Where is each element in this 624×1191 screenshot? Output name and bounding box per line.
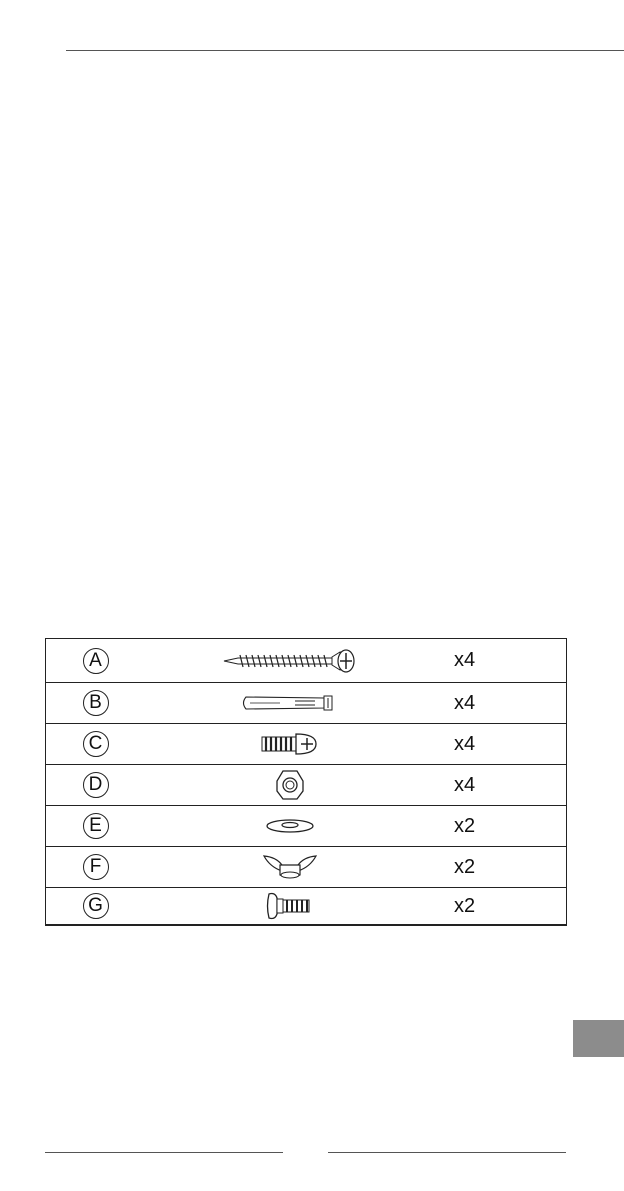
table-row: [45, 806, 567, 847]
table-row: [45, 639, 567, 683]
table-row: [45, 847, 567, 888]
table-row: [45, 724, 567, 765]
footer-rule-right: [328, 1152, 566, 1153]
table-row: [45, 683, 567, 724]
wood-screw-icon: [220, 646, 360, 676]
part-qty-f: x2: [420, 847, 567, 888]
footer-rule-left: [45, 1152, 283, 1153]
washer-icon: [264, 817, 316, 835]
side-tab: [573, 1020, 624, 1057]
part-qty-d: x4: [420, 765, 567, 806]
part-letter-b: B: [83, 690, 109, 716]
part-letter-c: C: [83, 731, 109, 757]
hardware-parts-table: [45, 638, 567, 925]
part-qty-g: x2: [420, 888, 567, 925]
part-qty-e: x2: [420, 806, 567, 847]
part-letter-d: D: [83, 772, 109, 798]
part-qty-a: x4: [420, 639, 567, 683]
wing-nut-icon: [260, 853, 320, 881]
part-letter-a: A: [83, 648, 109, 674]
machine-screw-icon: [258, 729, 322, 759]
part-qty-c: x4: [420, 724, 567, 765]
part-letter-f: F: [83, 854, 109, 880]
carriage-bolt-icon: [265, 890, 315, 922]
wall-anchor-icon: [240, 692, 340, 714]
hex-nut-icon: [275, 769, 305, 801]
part-letter-g: G: [83, 893, 109, 919]
part-qty-b: x4: [420, 683, 567, 724]
table-row: [45, 765, 567, 806]
top-rule: [66, 50, 624, 51]
part-letter-e: E: [83, 813, 109, 839]
table-row: [45, 888, 567, 925]
